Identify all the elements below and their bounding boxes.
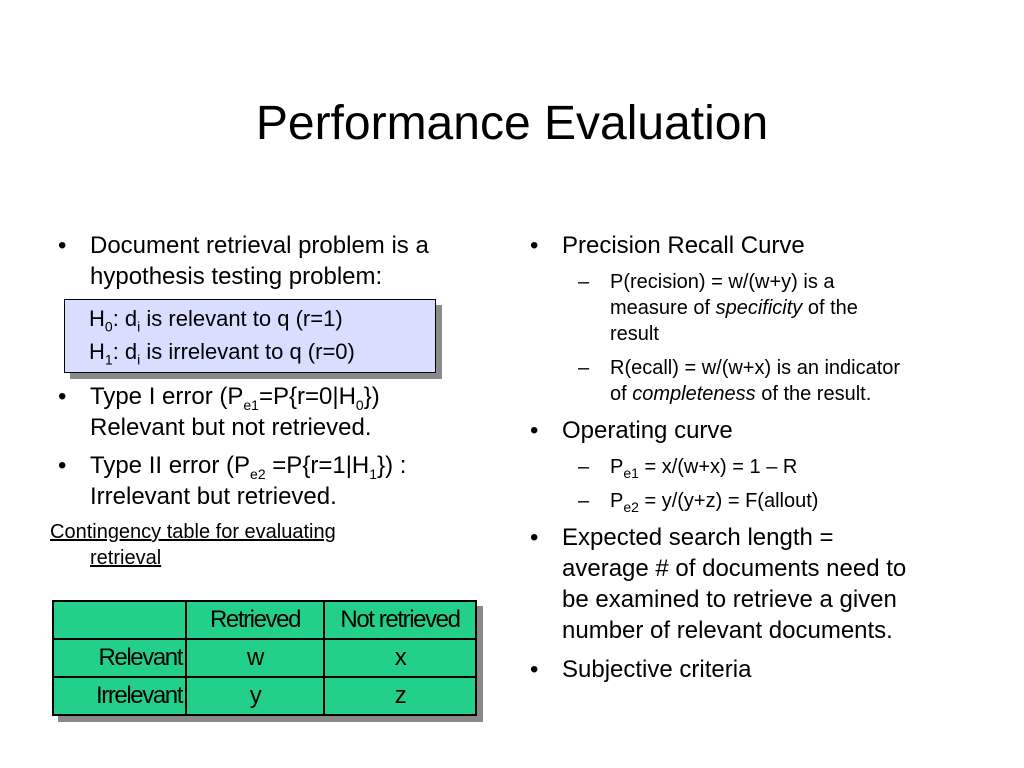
bullet-subjective-criteria: • Subjective criteria (530, 656, 752, 683)
bullet-precision-recall: • Precision Recall Curve (530, 232, 805, 259)
bullet-hypothesis: • Document retrieval problem is a hypothesis testing problem: (58, 232, 429, 290)
hypothesis-h1: $H_1$: $d_i$ is irrelevant to q (r=0) (89, 339, 355, 368)
sub-pe2: – $P_{e2} = y/(y+z)$ = F(allout) (578, 490, 819, 515)
sub-precision: – P(recision) = w/(w+y) is a measure of specificity of the result (578, 271, 858, 345)
hypothesis-h0: $H_0$: $d_i$ is relevant to q (r=1) (89, 306, 343, 335)
bullet-operating-curve: • Operating curve (530, 417, 733, 444)
right-column (522, 230, 1002, 693)
dash-marker: – (578, 456, 590, 478)
bullet-dot: • (530, 417, 539, 444)
table-header-row (53, 601, 476, 639)
table-cell: y (186, 677, 324, 715)
bullet-dot: • (530, 524, 539, 551)
table-row-header: Irrelevant (53, 677, 186, 715)
bullet-type1-error: • Type I error $(P_{e1}=P\{r=0|H_0\})$ Relevant but not retrieved. (58, 383, 380, 441)
bullet-dot: • (58, 452, 67, 479)
slide-title: Performance Evaluation (255, 97, 769, 150)
table-row (53, 639, 476, 677)
table-header-cell: Retrieved (186, 601, 324, 639)
table-header-cell (53, 601, 186, 639)
table-caption: Contingency table for evaluating retrieval (50, 521, 336, 569)
table-cell: z (324, 677, 476, 715)
contingency-table (52, 600, 477, 716)
sub-recall: – R(ecall) = w/(w+x) is an indicator of completeness of the result. (578, 357, 901, 405)
left-column (50, 230, 500, 571)
bullet-dot: • (58, 383, 67, 410)
table-header-cell: Not retrieved (324, 601, 476, 639)
dash-marker: – (578, 271, 590, 293)
bullet-expected-search-length: • Expected search length = average # of documents need to be examined to retrieve a given number of relevant documents. (530, 524, 907, 644)
bullet-dot: • (58, 232, 67, 259)
sub-pe1: – $P_{e1} = x/(w+x) = 1 - R$ (578, 456, 798, 481)
table-row (53, 677, 476, 715)
bullet-dot: • (530, 656, 539, 683)
dash-marker: – (578, 490, 590, 512)
bullet-dot: • (530, 232, 539, 259)
bullet-type2-error: • Type II error $(P_{e2} =P\{r=1|H_1\})$ : Irrelevant but retrieved. (58, 452, 407, 510)
table-row-header: Relevant (53, 639, 186, 677)
dash-marker: – (578, 357, 590, 379)
table-cell: x (324, 639, 476, 677)
table-cell: w (186, 639, 324, 677)
hypothesis-box (64, 299, 436, 373)
